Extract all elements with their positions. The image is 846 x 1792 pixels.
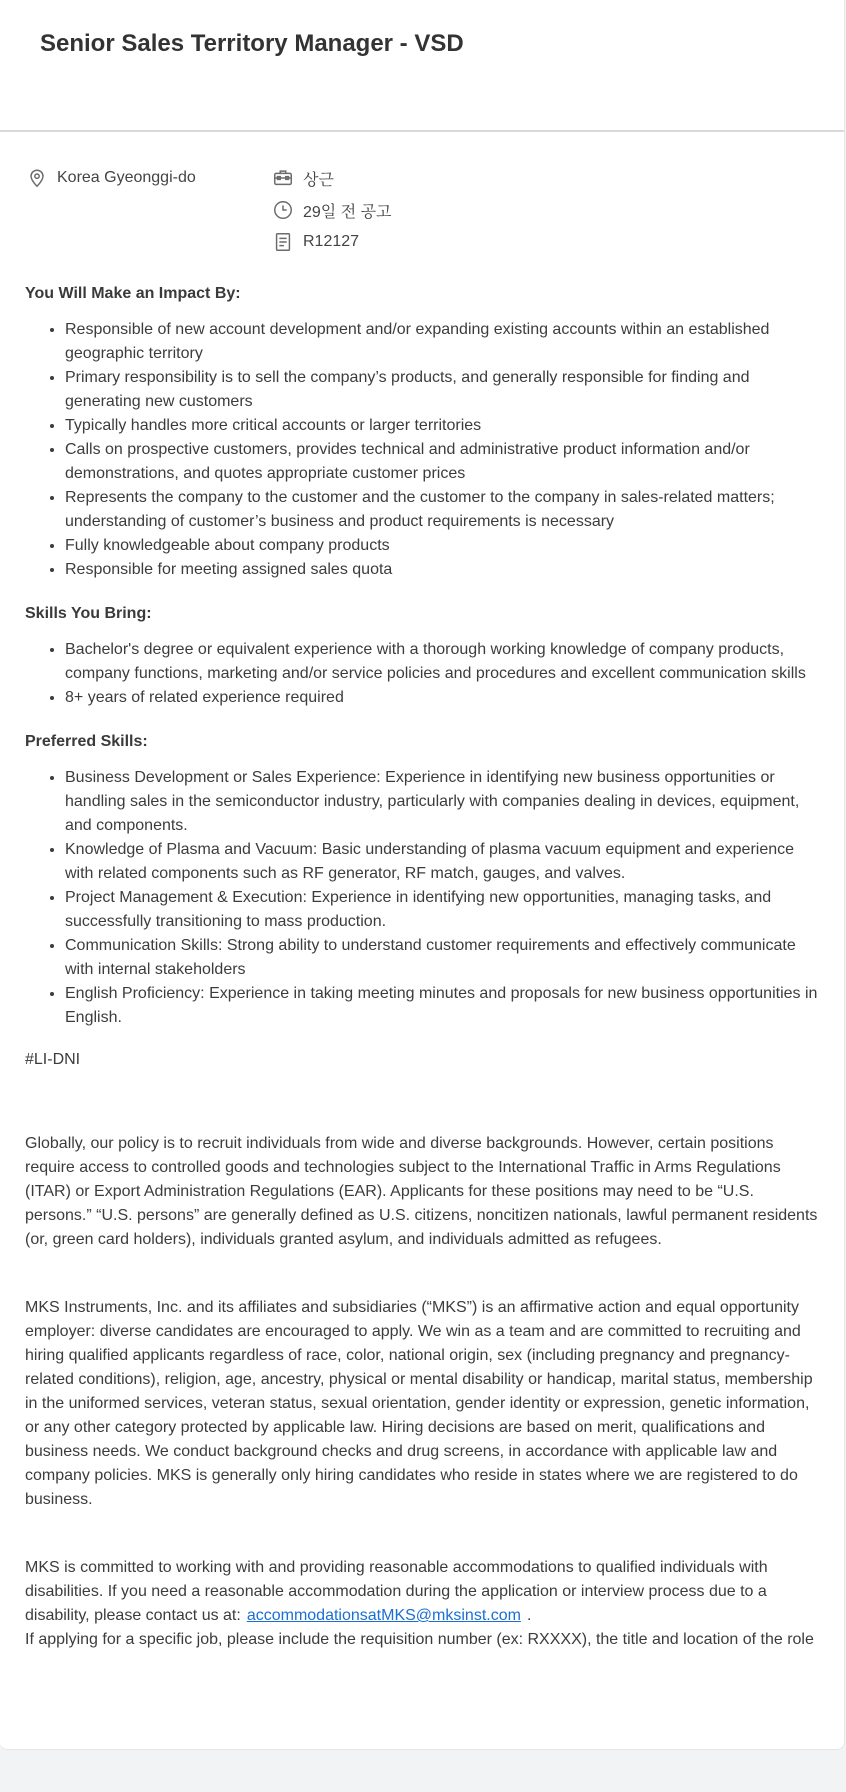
skills-section-title: Skills You Bring: (25, 605, 152, 622)
job-location-label: Korea Gyeonggi-do (57, 169, 196, 186)
location-pin-icon (26, 167, 48, 189)
list-item: • Fully knowledgeable about company products (65, 534, 825, 558)
document-icon (272, 231, 294, 253)
list-item: • Typically handles more critical accounts or larger territories (65, 414, 825, 438)
briefcase-icon (272, 167, 294, 189)
job-req-id-label: R12127 (303, 233, 360, 250)
preferred-list (25, 766, 825, 1030)
list-item: • Responsible for meeting assigned sales quota (65, 558, 825, 582)
skills-list (25, 638, 825, 710)
list-item: • Calls on prospective customers, provides technical and administrative product information and/or demonstrations, and quotes appropriate customer prices (65, 438, 825, 486)
list-item: • Represents the company to the customer and the customer to the company in sales-related matters; understanding of customer’s business and product requirements is necessary (65, 486, 825, 534)
job-location (26, 166, 196, 190)
impact-section-title: You Will Make an Impact By: (25, 285, 241, 302)
job-title: Senior Sales Territory Manager - VSD (40, 30, 464, 57)
job-meta (0, 164, 845, 260)
list-item: • English Proficiency: Experience in taking meeting minutes and proposals for new business opportunities in English. (65, 982, 825, 1030)
list-item: • Project Management & Execution: Experience in identifying new opportunities, managing tasks, and successfully transitioning to mass production. (65, 886, 825, 934)
eeo-paragraph: MKS Instruments, Inc. and its affiliates and subsidiaries (“MKS”) is an affirmative action and equal opportunity employer: diverse candidates are encouraged to apply. We win as a team and are committed to recruiting and hiring qualified applicants regardless of race, color, national origin, sex (including pregnancy and pregnancy-related conditions), religion, age, ancestry, physical or mental disability or handicap, marital status, membership in the uniformed services, veteran status, sexual orientation, gender identity or expression, genetic information, or any other category protected by applicable law. Hiring decisions are based on merit, qualifications and business needs. We conduct background checks and drug screens, in accordance with applicable law and company policies. MKS is generally only hiring candidates who reside in states where we are registered to do business. (25, 1299, 813, 1508)
list-item: • Primary responsibility is to sell the company’s products, and generally responsible for finding and generating new customers (65, 366, 825, 414)
requisition-note: If applying for a specific job, please include the requisition number (ex: RXXXX), the title and location of the role (25, 1631, 814, 1648)
job-posted (272, 198, 392, 222)
impact-list (25, 318, 825, 582)
list-item: • Communication Skills: Strong ability to understand customer requirements and effectively communicate with internal stakeholders (65, 934, 825, 982)
list-item: • Responsible of new account development and/or expanding existing accounts within an established geographic territory (65, 318, 825, 366)
hashtag: #LI-DNI (25, 1051, 81, 1068)
job-posted-label: 29일 전 공고 (303, 203, 392, 221)
list-item: • Knowledge of Plasma and Vacuum: Basic understanding of plasma vacuum equipment and experience with related components such as RF generator, RF match, gauges, and valves. (65, 838, 825, 886)
list-item: • Business Development or Sales Experience: Experience in identifying new business opportunities or handling sales in the semiconductor industry, particularly with companies dealing in devices, equipment, and components. (65, 766, 825, 838)
list-item: • 8+ years of related experience required (65, 686, 825, 710)
list-item: • Bachelor's degree or equivalent experience with a thorough working knowledge of company products, company functions, marketing and/or service policies and procedures and excellent communication skills (65, 638, 825, 686)
job-type (272, 166, 334, 190)
accommodation-paragraph (25, 1556, 825, 1628)
policy-paragraph: Globally, our policy is to recruit individuals from wide and diverse backgrounds. However, certain positions require access to controlled goods and technologies subject to the International Traffic in Arms Regulations (ITAR) or Export Administration Regulations (EAR). Applicants for these positions may need to be “U.S. persons.” “U.S. persons” are generally defined as U.S. citizens, noncitizen nationals, lawful permanent residents (or, green card holders), individuals granted asylum, and individuals admitted as refugees. (25, 1135, 818, 1248)
clock-icon (272, 199, 294, 221)
accommodation-email-link[interactable]: accommodationsatMKS@mksinst.com (246, 1607, 521, 1624)
accommodation-text: MKS is committed to working with and providing reasonable accommodations to qualified individuals with disabilities. If you need a reasonable accommodation during the application or interview process due to a disability, please contact us at: (25, 1559, 768, 1624)
job-type-label: 상근 (303, 171, 334, 189)
accommodation-period: . (526, 1607, 532, 1624)
job-req-id (272, 230, 359, 254)
job-header (0, 0, 844, 132)
job-description (25, 282, 825, 1652)
preferred-section-title: Preferred Skills: (25, 733, 148, 750)
